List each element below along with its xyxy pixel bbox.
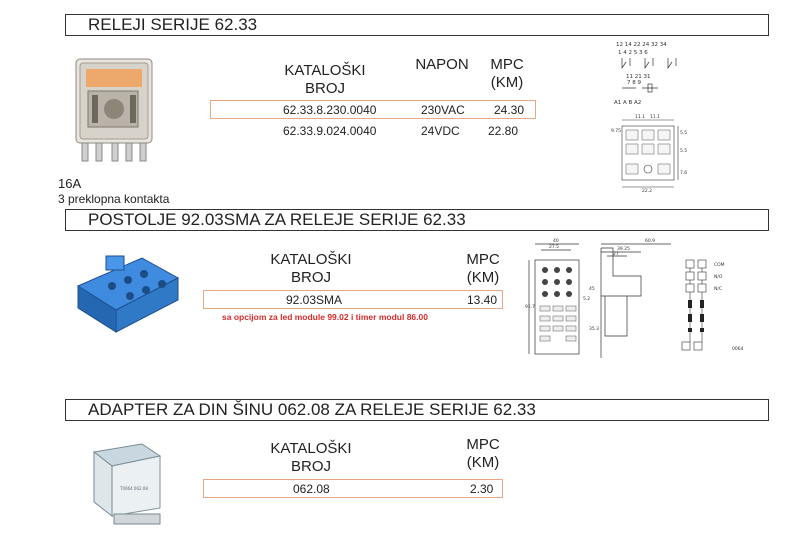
relay-dim: 7.6: [680, 171, 688, 176]
relay-dim: 11.1: [650, 115, 661, 120]
relay-pins-low: 11 21 31: [626, 74, 651, 80]
voltage-cell: 230VAC: [421, 103, 465, 117]
price-cell: 24.30: [494, 103, 525, 117]
relay-pins-top: 12 14 22 24 32 34: [616, 42, 667, 48]
schematic-label-com: COM: [714, 263, 725, 268]
price-cell: 22.80: [488, 124, 519, 138]
section-title-din-adapter: ADAPTER ZA DIN ŠINU 062.08 ZA RELEJE SERIJE 62.33: [65, 399, 769, 421]
header-voltage: NAPON: [415, 56, 469, 73]
socket-wiring-schematic: [680, 256, 752, 360]
schematic-label-no: N/O: [714, 275, 723, 280]
socket-dimension-drawing: [525, 238, 675, 362]
socket-dim: 39.25: [617, 247, 630, 252]
din-adapter-image: [84, 438, 174, 530]
relay-dim: 5.5: [680, 149, 688, 154]
relay-image: [68, 55, 160, 167]
socket-dim: 27: [613, 252, 619, 257]
relay-dim: 11.1: [635, 115, 646, 120]
section-title-relays: RELEJI SERIJE 62.33: [65, 14, 769, 36]
socket-dim: 35.3: [589, 327, 600, 332]
relay-dim: 22.2: [642, 189, 653, 194]
header-catalog-number: KATALOŠKI BROJ: [270, 251, 352, 286]
header-price: MPC (KM): [490, 56, 524, 91]
schematic-label-nc: N/C: [714, 287, 723, 292]
socket-dim: 60.9: [645, 239, 656, 244]
current-rating: 16A: [58, 176, 82, 191]
voltage-cell: 24VDC: [421, 124, 460, 138]
catalog-number-cell: 62.33.8.230.0040: [283, 103, 377, 117]
relay-wiring-diagram: [612, 38, 692, 110]
relay-pins-low2: 7 8 9: [627, 80, 641, 86]
header-price: MPC (KM): [466, 251, 500, 286]
price-cell: 2.30: [470, 482, 494, 496]
adapter-embossed-text: T0064 062.08: [120, 486, 148, 491]
relay-pins-mid: 1 4 2 5 3 6: [618, 50, 648, 56]
schematic-code: 0064: [732, 347, 744, 352]
socket-dim: 45: [589, 287, 595, 292]
socket-dim: 40: [553, 239, 559, 244]
catalog-number-cell: 62.33.9.024.0040: [283, 124, 377, 138]
header-price: MPC (KM): [466, 436, 500, 471]
relay-footprint-diagram: [610, 112, 692, 194]
socket-dim: 91.7: [525, 305, 536, 310]
catalog-number-cell: 062.08: [293, 482, 330, 496]
catalog-number-cell: 92.03SMA: [286, 293, 343, 307]
relay-coil-labels: A1 A B A2: [614, 100, 642, 106]
relay-dim: 9.75: [611, 129, 622, 134]
section-title-socket: POSTOLJE 92.03SMA ZA RELEJE SERIJE 62.33: [65, 209, 769, 231]
table-row: [203, 290, 503, 309]
price-cell: 13.40: [467, 293, 498, 307]
relay-dim: 5.5: [680, 131, 688, 136]
socket-dim: 27.5: [549, 245, 560, 250]
socket-dim: 5.2: [583, 297, 591, 302]
header-catalog-number: KATALOŠKI BROJ: [284, 62, 366, 97]
contact-description: 3 preklopna kontakta: [58, 192, 170, 206]
header-catalog-number: KATALOŠKI BROJ: [270, 440, 352, 475]
socket-image: [72, 248, 184, 338]
table-row: [203, 479, 503, 498]
socket-module-note: sa opcijom za led module 99.02 i timer modul 86.00: [222, 312, 428, 322]
